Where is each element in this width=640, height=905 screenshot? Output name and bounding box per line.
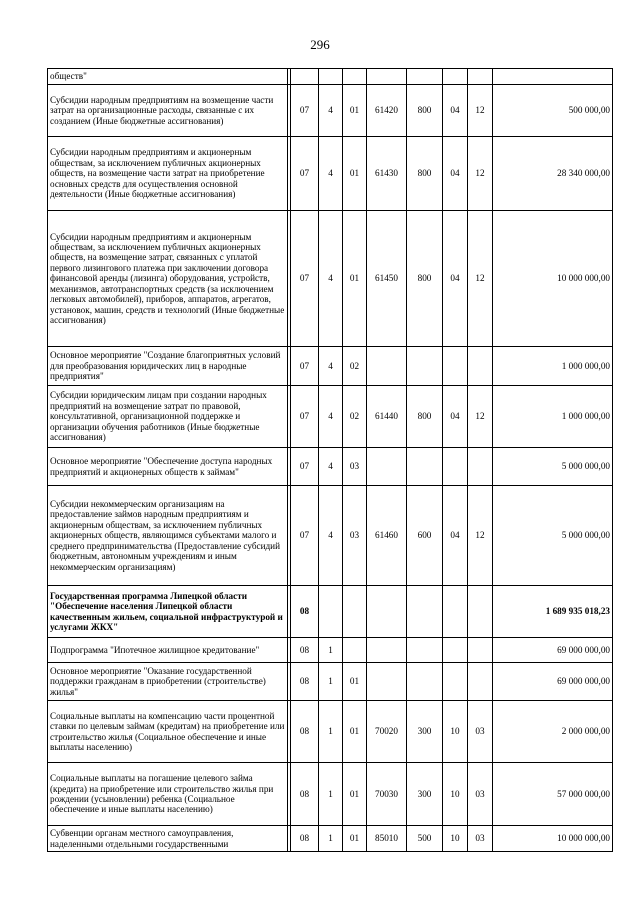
code-cell-c3: 01 (343, 663, 367, 701)
code-cell-c7: 03 (468, 701, 493, 763)
code-cell-c7 (468, 638, 493, 663)
table-row (48, 386, 613, 448)
code-cell-c4: 70030 (367, 763, 407, 826)
code-cell-c3: 01 (343, 85, 367, 137)
code-cell-c2: 4 (319, 137, 343, 211)
code-cell-c7: 12 (468, 386, 493, 448)
code-cell-c1: 08 (291, 826, 319, 852)
amount-cell: 1 000 000,00 (493, 386, 613, 448)
amount-cell: 10 000 000,00 (493, 211, 613, 347)
code-cell-c1: 07 (291, 347, 319, 386)
code-cell-c2: 1 (319, 826, 343, 852)
code-cell-c6: 04 (443, 486, 468, 586)
code-cell-c7: 12 (468, 211, 493, 347)
amount-cell: 5 000 000,00 (493, 448, 613, 486)
code-cell-c6: 10 (443, 701, 468, 763)
amount-cell: 1 689 935 018,23 (493, 586, 613, 638)
code-cell-c4: 85010 (367, 826, 407, 852)
code-cell-c2: 1 (319, 663, 343, 701)
code-cell-c5 (407, 586, 443, 638)
code-cell-c3: 01 (343, 763, 367, 826)
row-name: Основное мероприятие "Обеспечение доступа народных предприятий и акционерных обществ к займам" (48, 448, 288, 486)
code-cell-c4 (367, 638, 407, 663)
code-cell-c5: 800 (407, 137, 443, 211)
row-name: Основное мероприятие "Оказание государственной поддержки гражданам в приобретении (строительстве) жилья" (48, 663, 288, 701)
code-cell-c5 (407, 448, 443, 486)
code-cell-c4 (367, 347, 407, 386)
code-cell-c2: 1 (319, 701, 343, 763)
table-row (48, 347, 613, 386)
code-cell-c5 (407, 347, 443, 386)
code-cell-c7: 12 (468, 486, 493, 586)
code-cell-c1: 07 (291, 211, 319, 347)
code-cell-c5: 600 (407, 486, 443, 586)
code-cell-c1: 08 (291, 763, 319, 826)
code-cell-c5: 800 (407, 386, 443, 448)
code-cell-c6: 10 (443, 826, 468, 852)
amount-cell: 1 000 000,00 (493, 347, 613, 386)
row-name: Основное мероприятие "Создание благоприятных условий для преобразования юридических лиц в народные предприятия" (48, 347, 288, 386)
amount-cell: 10 000 000,00 (493, 826, 613, 852)
amount-cell: 5 000 000,00 (493, 486, 613, 586)
code-cell-c7 (468, 69, 493, 85)
code-cell-c7: 03 (468, 826, 493, 852)
code-cell-c6 (443, 448, 468, 486)
amount-cell: 500 000,00 (493, 85, 613, 137)
code-cell-c7 (468, 663, 493, 701)
code-cell-c6: 04 (443, 137, 468, 211)
code-cell-c7: 03 (468, 763, 493, 826)
code-cell-c4 (367, 448, 407, 486)
row-name: Субсидии народным предприятиям на возмещение части затрат на организационные расходы, связанные с их созданием (Иные бюджетные ассигнования) (48, 85, 288, 137)
code-cell-c4 (367, 586, 407, 638)
row-name: Подпрограмма "Ипотечное жилищное кредитование" (48, 638, 288, 663)
code-cell-c4: 61430 (367, 137, 407, 211)
code-cell-c4: 70020 (367, 701, 407, 763)
code-cell-c2: 4 (319, 85, 343, 137)
row-name: Субвенции органам местного самоуправления, наделенными отдельными государственными (48, 826, 288, 852)
code-cell-c1: 07 (291, 448, 319, 486)
code-cell-c5 (407, 69, 443, 85)
table-row (48, 638, 613, 663)
code-cell-c2: 1 (319, 763, 343, 826)
amount-cell: 57 000 000,00 (493, 763, 613, 826)
code-cell-c3: 01 (343, 137, 367, 211)
code-cell-c1 (291, 69, 319, 85)
code-cell-c1: 07 (291, 486, 319, 586)
code-cell-c2: 4 (319, 448, 343, 486)
row-name: Субсидии некоммерческим организациям на предоставление займов народным предприятиям и акционерным обществам, за исключением публичных акционерных обществ, являющимся субъектами малого и среднего предпринимательства (Предоставление субсидий бюджетным, автономным учреждениям и иным некоммерческим организациям) (48, 486, 288, 586)
code-cell-c6 (443, 638, 468, 663)
code-cell-c1: 08 (291, 586, 319, 638)
code-cell-c5: 800 (407, 85, 443, 137)
table-row (48, 448, 613, 486)
code-cell-c6 (443, 69, 468, 85)
code-cell-c5: 800 (407, 211, 443, 347)
code-cell-c3 (343, 638, 367, 663)
table-row (48, 763, 613, 826)
row-name: Субсидии народным предприятиям и акционерным обществам, за исключением публичных акционерных обществ, на возмещение части затрат на приобретение основных средств для осуществления основной деятельности (Иные бюджетные ассигнования) (48, 137, 288, 211)
code-cell-c1: 08 (291, 701, 319, 763)
code-cell-c4 (367, 663, 407, 701)
code-cell-c4: 61420 (367, 85, 407, 137)
code-cell-c5 (407, 663, 443, 701)
code-cell-c3: 02 (343, 386, 367, 448)
amount-cell: 69 000 000,00 (493, 638, 613, 663)
code-cell-c3: 03 (343, 448, 367, 486)
code-cell-c2 (319, 69, 343, 85)
code-cell-c7 (468, 586, 493, 638)
code-cell-c2: 1 (319, 638, 343, 663)
amount-cell: 69 000 000,00 (493, 663, 613, 701)
code-cell-c1: 07 (291, 85, 319, 137)
code-cell-c3: 01 (343, 211, 367, 347)
code-cell-c3: 01 (343, 701, 367, 763)
code-cell-c2: 4 (319, 386, 343, 448)
code-cell-c2: 4 (319, 486, 343, 586)
code-cell-c6 (443, 347, 468, 386)
code-cell-c3: 01 (343, 826, 367, 852)
table-row (48, 663, 613, 701)
code-cell-c6: 04 (443, 85, 468, 137)
code-cell-c7 (468, 448, 493, 486)
code-cell-c5: 300 (407, 763, 443, 826)
code-cell-c2: 4 (319, 211, 343, 347)
code-cell-c6: 04 (443, 211, 468, 347)
row-name: Субсидии народным предприятиям и акционерным обществам, за исключением публичных акционерных обществ, на возмещение затрат, связанных с уплатой первого лизингового платежа при заключении договора финансовой аренды (лизинга) оборудования, устройств, механизмов, автотранспортных средств (за исключением легковых автомобилей), приборов, аппаратов, агрегатов, установок, машин, средств и технологий (Иные бюджетные ассигнования) (48, 211, 288, 347)
code-cell-c5 (407, 638, 443, 663)
code-cell-c1: 07 (291, 386, 319, 448)
code-cell-c1: 07 (291, 137, 319, 211)
table-row (48, 69, 613, 85)
code-cell-c2: 4 (319, 347, 343, 386)
code-cell-c7 (468, 347, 493, 386)
code-cell-c4: 61450 (367, 211, 407, 347)
row-name: Государственная программа Липецкой области "Обеспечение населения Липецкой области качественным жильем, социальной инфраструктурой и услугами ЖКХ" (48, 586, 288, 638)
code-cell-c1: 08 (291, 663, 319, 701)
code-cell-c6: 10 (443, 763, 468, 826)
budget-table (47, 68, 613, 852)
row-name: Социальные выплаты на погашение целевого займа (кредита) на приобретение или строительство жилья при рождении (усыновлении) ребенка (Социальное обеспечение и иные выплаты населению) (48, 763, 288, 826)
amount-cell (493, 69, 613, 85)
code-cell-c6 (443, 663, 468, 701)
code-cell-c6: 04 (443, 386, 468, 448)
page-number: 296 (310, 37, 330, 52)
row-name: обществ" (48, 69, 288, 85)
code-cell-c5: 300 (407, 701, 443, 763)
table-row (48, 85, 613, 137)
amount-cell: 28 340 000,00 (493, 137, 613, 211)
row-name: Социальные выплаты на компенсацию части процентной ставки по целевым займам (кредитам) на приобретение или строительство жилья (Социальное обеспечение и иные выплаты населению) (48, 701, 288, 763)
table-row (48, 137, 613, 211)
code-cell-c3: 03 (343, 486, 367, 586)
code-cell-c3: 02 (343, 347, 367, 386)
code-cell-c3 (343, 586, 367, 638)
code-cell-c1: 08 (291, 638, 319, 663)
table-row (48, 486, 613, 586)
code-cell-c3 (343, 69, 367, 85)
amount-cell: 2 000 000,00 (493, 701, 613, 763)
row-name: Субсидии юридическим лицам при создании народных предприятий на возмещение затрат по правовой, консультативной, организационной поддержке и организации обучения работников (Иные бюджетные ассигнования) (48, 386, 288, 448)
code-cell-c4 (367, 69, 407, 85)
table-row (48, 586, 613, 638)
code-cell-c7: 12 (468, 85, 493, 137)
code-cell-c7: 12 (468, 137, 493, 211)
code-cell-c6 (443, 586, 468, 638)
code-cell-c5: 500 (407, 826, 443, 852)
table-row (48, 826, 613, 852)
table-row (48, 211, 613, 347)
code-cell-c4: 61440 (367, 386, 407, 448)
code-cell-c2 (319, 586, 343, 638)
code-cell-c4: 61460 (367, 486, 407, 586)
table-row (48, 701, 613, 763)
